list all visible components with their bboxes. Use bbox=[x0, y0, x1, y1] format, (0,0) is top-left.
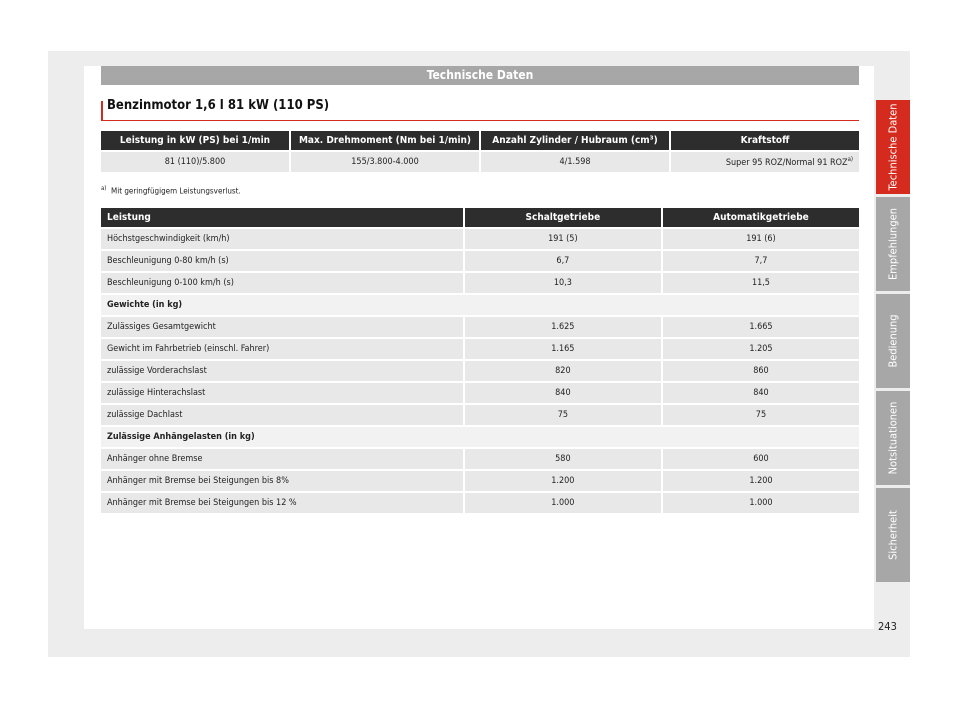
engine-value: Super 95 ROZ/Normal 91 ROZ bbox=[725, 158, 848, 168]
row-value: 840 bbox=[663, 383, 859, 403]
row-value: 1.665 bbox=[663, 317, 859, 337]
row-value: 1.625 bbox=[465, 317, 661, 337]
performance-table bbox=[99, 206, 861, 515]
table-row bbox=[101, 273, 859, 293]
table-row bbox=[101, 449, 859, 469]
row-value: 10,3 bbox=[465, 273, 661, 293]
section-header: Technische Daten bbox=[101, 66, 859, 85]
side-tab-notsituationen[interactable] bbox=[876, 391, 910, 485]
row-value: 1.200 bbox=[663, 471, 859, 491]
row-value: 1.000 bbox=[663, 493, 859, 513]
title-accent bbox=[101, 101, 103, 121]
row-label: zulässige Dachlast bbox=[101, 405, 463, 425]
footnote-marker: a) bbox=[101, 185, 107, 192]
side-tab-label: Technische Daten bbox=[886, 103, 900, 191]
row-label: Anhänger ohne Bremse bbox=[101, 449, 463, 469]
row-value: 1.200 bbox=[465, 471, 661, 491]
row-value: 191 (5) bbox=[465, 229, 661, 249]
table-row bbox=[101, 339, 859, 359]
row-value: 1.205 bbox=[663, 339, 859, 359]
row-value: 820 bbox=[465, 361, 661, 381]
engine-value: 4/1.598 bbox=[559, 157, 591, 167]
perf-header-cell: Leistung bbox=[101, 208, 463, 227]
engine-header-cell: Leistung in kW (PS) bei 1/min bbox=[101, 131, 289, 150]
table-row bbox=[101, 295, 859, 315]
engine-value-cell bbox=[101, 152, 289, 172]
table-row bbox=[101, 229, 859, 249]
footnote-text: Mit geringfügigem Leistungsverlust. bbox=[111, 186, 241, 196]
side-tab-label: Notsituationen bbox=[886, 401, 900, 475]
fuel-footnote-marker: a) bbox=[847, 156, 853, 163]
engine-header-cell: Anzahl Zylinder / Hubraum (cm³) bbox=[481, 131, 669, 150]
page-number: 243 bbox=[878, 620, 897, 633]
row-label: zulässige Vorderachslast bbox=[101, 361, 463, 381]
section-row-label: Gewichte (in kg) bbox=[101, 295, 859, 315]
row-value: 1.165 bbox=[465, 339, 661, 359]
engine-header-cell: Kraftstoff bbox=[671, 131, 859, 150]
row-label: Gewicht im Fahrbetrieb (einschl. Fahrer) bbox=[101, 339, 463, 359]
table-row bbox=[101, 471, 859, 491]
row-value: 11,5 bbox=[663, 273, 859, 293]
row-value: 1.000 bbox=[465, 493, 661, 513]
row-label: Zulässiges Gesamtgewicht bbox=[101, 317, 463, 337]
row-value: 840 bbox=[465, 383, 661, 403]
side-tab-label: Bedienung bbox=[886, 314, 900, 368]
row-value: 75 bbox=[465, 405, 661, 425]
title-rule bbox=[101, 120, 859, 121]
table-row bbox=[101, 383, 859, 403]
table-row bbox=[101, 317, 859, 337]
row-value: 580 bbox=[465, 449, 661, 469]
row-label: Anhänger mit Bremse bei Steigungen bis 8% bbox=[101, 471, 463, 491]
side-tab-technische-daten[interactable] bbox=[876, 100, 910, 194]
engine-value-cell bbox=[481, 152, 669, 172]
engine-table bbox=[99, 129, 861, 174]
row-label: Beschleunigung 0-80 km/h (s) bbox=[101, 251, 463, 271]
table-row bbox=[101, 405, 859, 425]
table-row bbox=[101, 251, 859, 271]
side-tab-label: Empfehlungen bbox=[886, 208, 900, 280]
side-tab-label: Sicherheit bbox=[886, 510, 900, 560]
row-label: Anhänger mit Bremse bei Steigungen bis 12 % bbox=[101, 493, 463, 513]
row-value: 75 bbox=[663, 405, 859, 425]
table-row bbox=[101, 493, 859, 513]
table-row bbox=[101, 427, 859, 447]
section-row-label: Zulässige Anhängelasten (in kg) bbox=[101, 427, 859, 447]
table-row bbox=[101, 361, 859, 381]
engine-value-cell bbox=[291, 152, 479, 172]
row-value: 191 (6) bbox=[663, 229, 859, 249]
footnote bbox=[101, 185, 241, 196]
perf-header-cell: Automatikgetriebe bbox=[663, 208, 859, 227]
row-value: 860 bbox=[663, 361, 859, 381]
engine-header-cell: Max. Drehmoment (Nm bei 1/min) bbox=[291, 131, 479, 150]
perf-header-cell: Schaltgetriebe bbox=[465, 208, 661, 227]
page-title: Benzinmotor 1,6 l 81 kW (110 PS) bbox=[107, 98, 330, 113]
engine-value: 81 (110)/5.800 bbox=[164, 157, 226, 167]
row-value: 6,7 bbox=[465, 251, 661, 271]
row-label: zulässige Hinterachslast bbox=[101, 383, 463, 403]
row-value: 7,7 bbox=[663, 251, 859, 271]
side-tab-bedienung[interactable] bbox=[876, 294, 910, 388]
engine-value: 155/3.800-4.000 bbox=[351, 157, 419, 167]
side-tab-sicherheit[interactable] bbox=[876, 488, 910, 582]
row-label: Höchstgeschwindigkeit (km/h) bbox=[101, 229, 463, 249]
row-label: Beschleunigung 0-100 km/h (s) bbox=[101, 273, 463, 293]
side-tab-empfehlungen[interactable] bbox=[876, 197, 910, 291]
engine-value-cell bbox=[671, 152, 859, 172]
row-value: 600 bbox=[663, 449, 859, 469]
